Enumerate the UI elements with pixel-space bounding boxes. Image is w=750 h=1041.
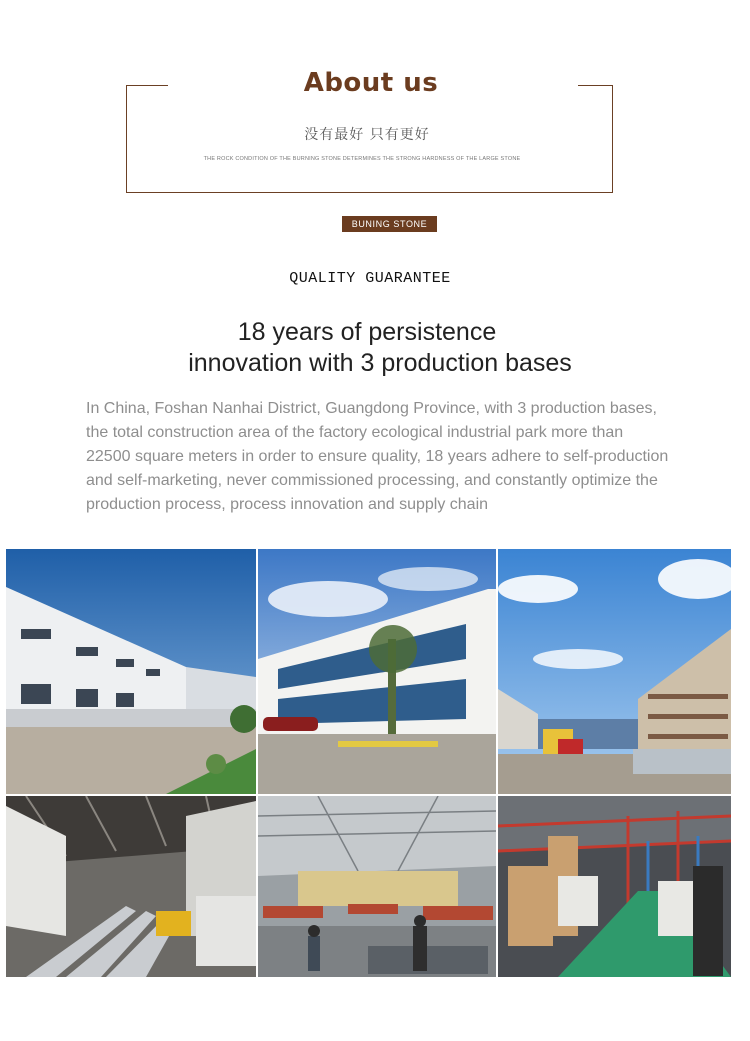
headline-line-1: 18 years of persistence: [237, 318, 497, 346]
quality-heading: QUALITY GUARANTEE: [289, 270, 451, 287]
paragraph-line: the total construction area of the factory ecological industrial park more than: [86, 424, 624, 441]
factory-exterior-photo-3: [498, 549, 731, 794]
intro-paragraph: [86, 397, 726, 517]
about-subtitle-cn: 没有最好 只有更好: [304, 127, 430, 143]
paragraph-line: and self-marketing, never commissioned processing, and constantly optimize the: [86, 472, 658, 489]
about-tagline-en: THE ROCK CONDITION OF THE BURNING STONE DETERMINES THE STRONG HARDNESS OF THE LARGE STONE: [203, 156, 521, 162]
headline: [0, 317, 750, 379]
about-title: About us: [303, 68, 439, 98]
warehouse-interior-photo-3: [498, 796, 731, 977]
brand-badge: BUNING STONE: [342, 216, 437, 232]
factory-exterior-photo-1: [6, 549, 256, 794]
paragraph-line: In China, Foshan Nanhai District, Guangdong Province, with 3 production bases,: [86, 400, 657, 417]
factory-photo-gallery: [6, 549, 731, 977]
headline-line-2: innovation with 3 production bases: [188, 349, 572, 377]
paragraph-line: production process, process innovation and supply chain: [86, 496, 489, 513]
workshop-interior-photo-2: [258, 796, 496, 977]
workshop-interior-photo-1: [6, 796, 256, 977]
paragraph-line: 22500 square meters in order to ensure quality, 18 years adhere to self-production: [86, 448, 669, 465]
factory-exterior-photo-2: [258, 549, 496, 794]
